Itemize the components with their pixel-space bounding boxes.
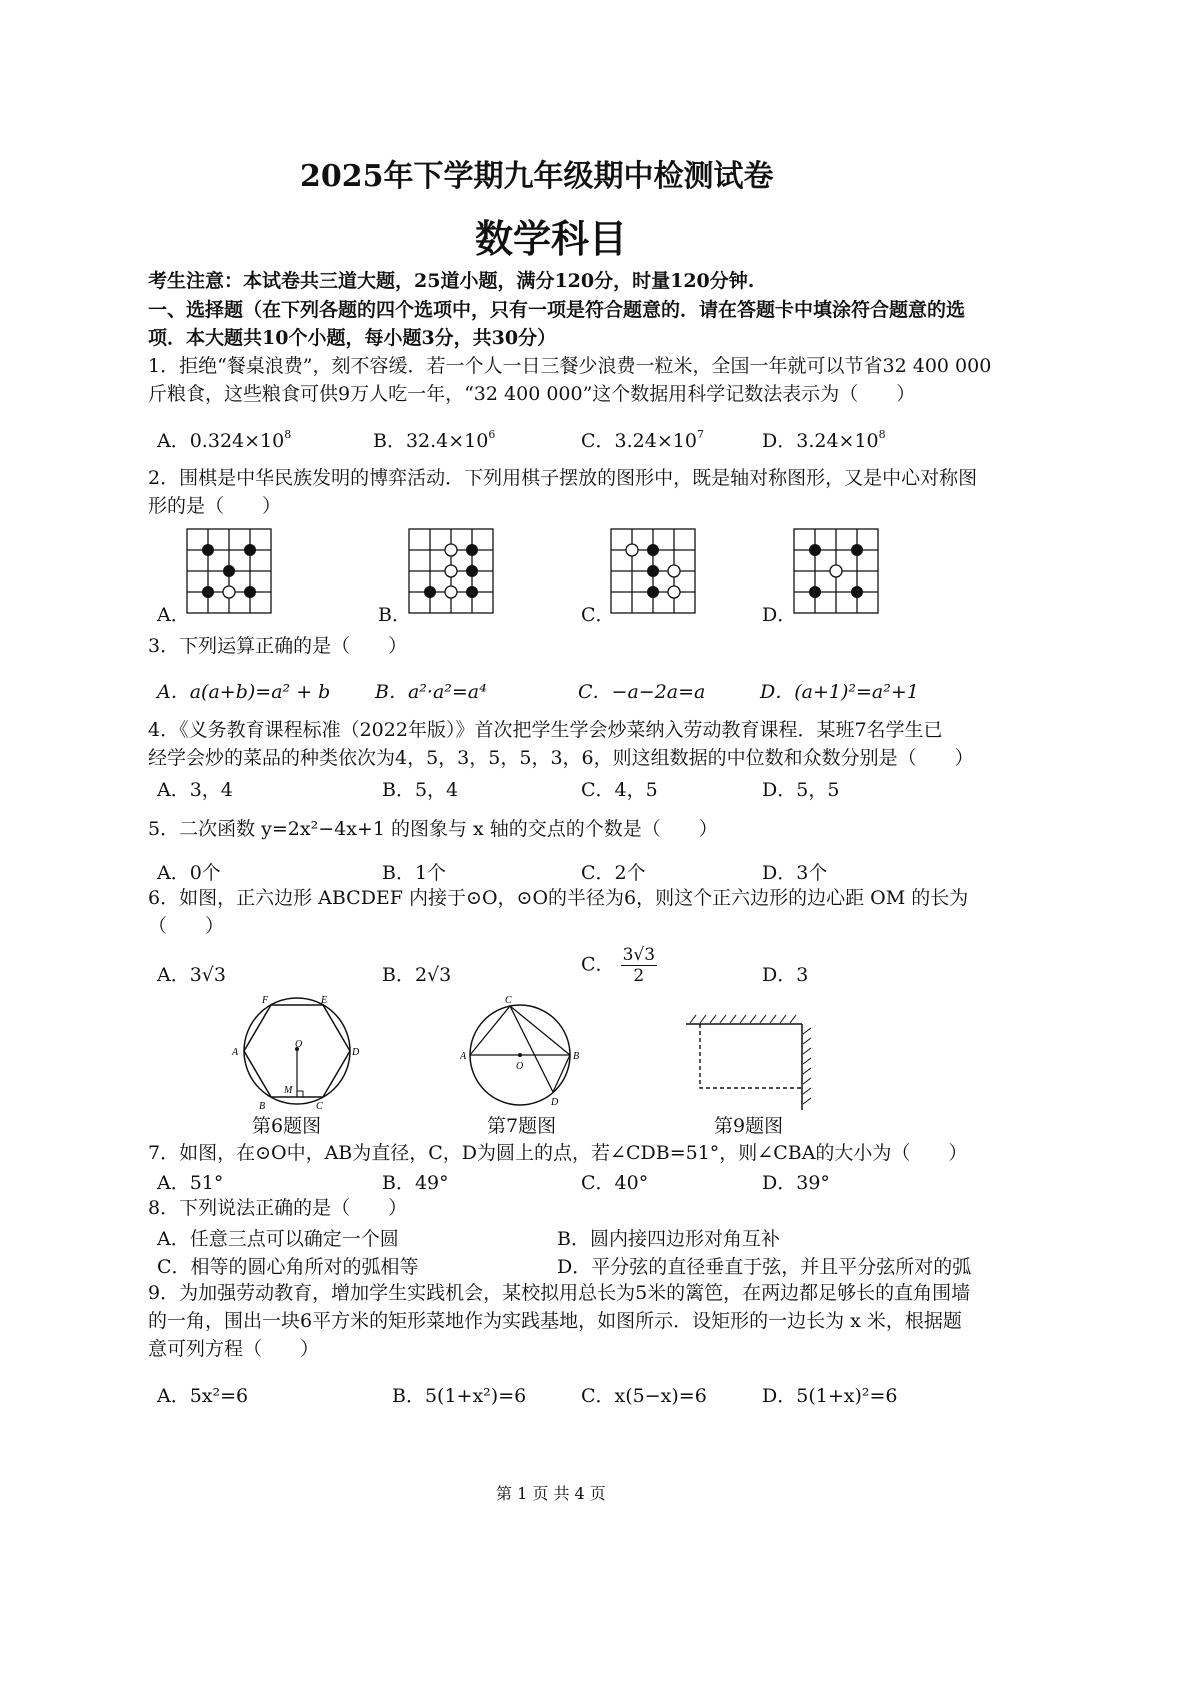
q7-stem: 7．如图，在⊙O中，AB为直径，C，D为圆上的点，若∠CDB=51°，则∠CBA的大小为（ ） <box>148 1142 968 1164</box>
go-board-c <box>610 528 696 614</box>
q7-option-d[interactable]: D．39° <box>762 1172 830 1194</box>
q9-option-b[interactable]: B．5(1+x²)=6 <box>392 1385 527 1407</box>
section-1-heading: 一、选择题（在下列各题的四个选项中，只有一项是符合题意的．请在答题卡中填涂符合题意的选 <box>148 299 966 321</box>
q2-option-a[interactable]: A． <box>157 604 190 626</box>
figure-9-caption: 第9题图 <box>714 1115 784 1137</box>
q9-stem-cont: 的一角，围出一块6平方米的矩形菜地作为实践基地，如图所示．设矩形的一边长为 x 米，根据题 <box>148 1310 962 1332</box>
section-1-heading-cont: 项．本大题共10个小题，每小题3分，共30分） <box>148 327 557 349</box>
q9-option-d[interactable]: D．5(1+x)²=6 <box>762 1385 898 1407</box>
exam-title: 2025年下学期九年级期中检测试卷 <box>300 159 774 194</box>
figure-7-caption: 第7题图 <box>487 1115 557 1137</box>
q1-option-c[interactable]: C．$3.24\times 10^7$ <box>581 428 704 452</box>
label-b: B <box>573 1051 580 1062</box>
q4-stem-cont: 经学会炒的菜品的种类依次为4，5，3，5，5，3，6，则这组数据的中位数和众数分别是（ ） <box>148 747 974 769</box>
page-number: 第 1 页 共 4 页 <box>496 1484 606 1503</box>
q6-stem: 6．如图，正六边形 ABCDEF 内接于⊙O，⊙O的半径为6，则这个正六边形的边心距 OM 的长为 <box>148 887 969 909</box>
label-e: E <box>321 995 328 1006</box>
go-board-a <box>186 528 272 614</box>
q1-stem: 1．拒绝“餐桌浪费”，刻不容缓．若一个人一日三餐少浪费一粒米，全国一年就可以节省32 400 000 <box>148 355 992 377</box>
q5-option-b[interactable]: B．1个 <box>382 862 447 884</box>
figure-6-caption: 第6题图 <box>252 1115 322 1137</box>
q4-option-c[interactable]: C．4，5 <box>581 779 658 801</box>
q8-option-d[interactable]: D．平分弦的直径垂直于弦，并且平分弦所对的弧 <box>557 1256 972 1278</box>
exam-notice: 考生注意：本试卷共三道大题，25道小题，满分120分，时量120分钟. <box>148 270 755 292</box>
q1-option-b[interactable]: B．$32.4\times 10^6$ <box>373 428 496 452</box>
q9-option-c[interactable]: C．x(5−x)=6 <box>581 1385 707 1407</box>
q2-option-c[interactable]: C． <box>581 604 615 626</box>
label-m: M <box>284 1085 293 1096</box>
go-board-d <box>793 528 879 614</box>
q7-option-c[interactable]: C．40° <box>581 1172 649 1194</box>
q7-option-a[interactable]: A．51° <box>157 1172 224 1194</box>
q6-stem-cont: （ ） <box>148 915 225 937</box>
q9-stem-cont2: 意可列方程（ ） <box>148 1338 320 1360</box>
q3-stem: 3．下列运算正确的是（ ） <box>148 635 408 657</box>
label-o: O <box>516 1061 524 1072</box>
q2-stem: 2．围棋是中华民族发明的博弈活动．下列用棋子摆放的图形中，既是轴对称图形，又是中心对称图 <box>148 467 978 489</box>
q7-option-b[interactable]: B．49° <box>382 1172 449 1194</box>
q8-option-c[interactable]: C．相等的圆心角所对的弧相等 <box>157 1256 419 1278</box>
q9-stem: 9．为加强劳动教育，增加学生实践机会，某校拟用总长为5米的篱笆，在两边都足够长的直角围墙 <box>148 1282 971 1304</box>
q2-option-b[interactable]: B． <box>378 604 411 626</box>
q8-option-b[interactable]: B．圆内接四边形对角互补 <box>557 1228 780 1250</box>
q2-stem-cont: 形的是（ ） <box>148 495 282 517</box>
subject-title: 数学科目 <box>475 216 628 261</box>
q4-stem: 4．《义务教育课程标准（2022年版）》首次把学生学会炒菜纳入劳动教育课程．某班7名学生已 <box>148 719 943 741</box>
label-f: F <box>262 995 269 1006</box>
q1-option-a[interactable]: A．$0.324\times 10^8$ <box>157 428 292 452</box>
label-c: C <box>316 1101 323 1111</box>
q6-option-d[interactable]: D．3 <box>762 964 809 986</box>
figure-6-hexagon <box>228 993 368 1111</box>
figure-9-fence <box>680 1012 815 1112</box>
label-d: D <box>352 1047 360 1058</box>
q1-option-d[interactable]: D．$3.24\times 10^8$ <box>762 428 886 452</box>
q8-stem: 8．下列说法正确的是（ ） <box>148 1197 408 1219</box>
label-a: A <box>460 1051 467 1062</box>
q5-option-a[interactable]: A．0个 <box>157 862 221 884</box>
label-a: A <box>232 1047 239 1058</box>
q4-option-a[interactable]: A．3，4 <box>157 779 233 801</box>
q2-option-d[interactable]: D． <box>762 604 797 626</box>
q6-option-c[interactable]: C． $\frac{3√3}{2}$ <box>581 945 656 986</box>
q3-option-d[interactable]: D．(a+1)²=a²+1 <box>760 681 919 703</box>
q3-option-a[interactable]: A．a(a+b)=a² + b <box>157 681 331 703</box>
figure-7-circle <box>455 993 590 1111</box>
q8-option-a[interactable]: A．任意三点可以确定一个圆 <box>157 1228 399 1250</box>
q9-option-a[interactable]: A．5x²=6 <box>157 1385 249 1407</box>
q5-stem: 5．二次函数 y=2x²−4x+1 的图象与 x 轴的交点的个数是（ ） <box>148 818 718 840</box>
label-b: B <box>259 1101 266 1111</box>
q4-option-d[interactable]: D．5，5 <box>762 779 840 801</box>
q6-option-a[interactable]: A．3√3 <box>157 964 227 986</box>
label-c: C <box>505 995 512 1006</box>
q6-option-b[interactable]: B．2√3 <box>382 964 452 986</box>
q3-option-b[interactable]: B．a²·a²=a⁴ <box>375 681 487 703</box>
q1-stem-cont: 斤粮食，这些粮食可供9万人吃一年，“32 400 000”这个数据用科学记数法表示为（ ） <box>148 383 916 405</box>
label-o: O <box>295 1039 303 1050</box>
q3-option-c[interactable]: C．−a−2a=a <box>578 681 706 703</box>
label-d: D <box>551 1097 559 1108</box>
go-board-b <box>408 528 494 614</box>
q5-option-c[interactable]: C．2个 <box>581 862 646 884</box>
q5-option-d[interactable]: D．3个 <box>762 862 828 884</box>
q4-option-b[interactable]: B．5，4 <box>382 779 459 801</box>
